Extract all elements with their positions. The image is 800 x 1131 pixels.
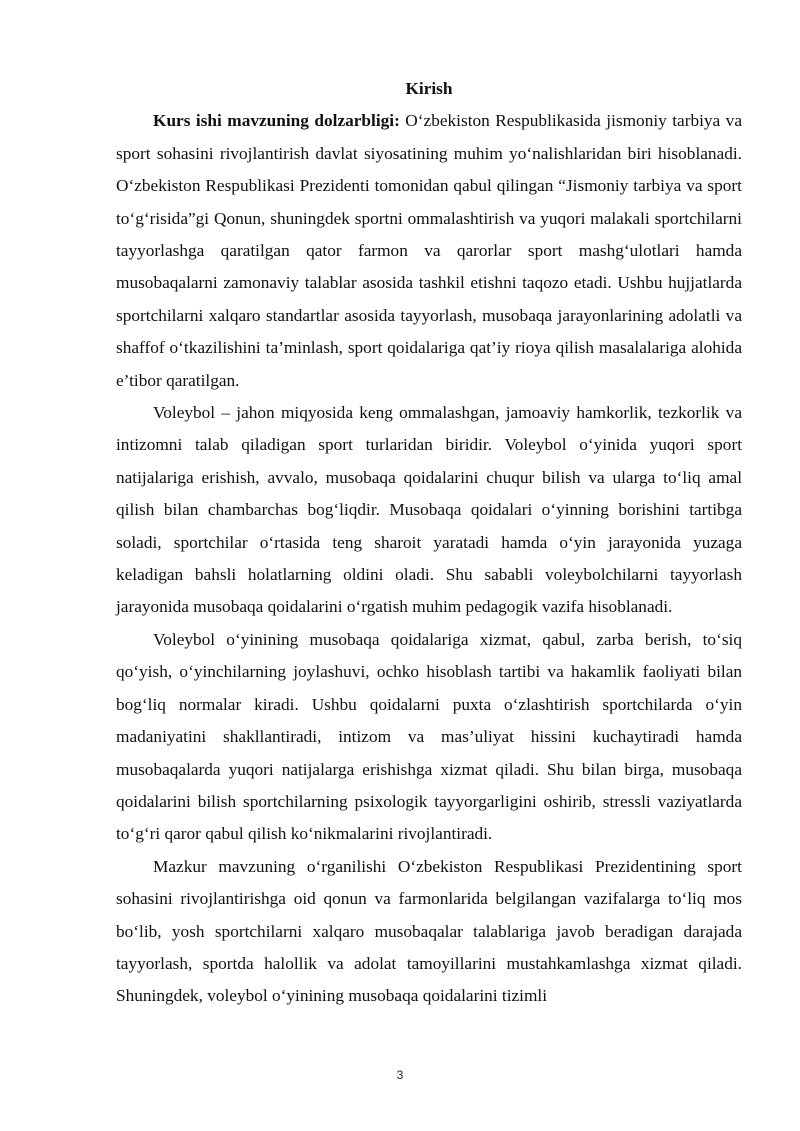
paragraph-text: Voleybol o‘yinining musobaqa qoidalariga xizmat, qabul, zarba berish, to‘siq qo‘yish, o‘yinchilarning joylashuvi, ochko hisoblash tartibi va hakamlik faoliyati bilan bog‘liq normalar kiradi. Ushbu qoidalarni puxta o‘zlashtirish sportchilarda o‘yin madaniyatini shakllantiradi, intizom va mas’uliyat hissini kuchaytiradi hamda musobaqalarda yuqori natijalarga erishishga xizmat qiladi. Shu bilan birga, musobaqa qoidalarini bilish sportchilarning psixologik tayyorgarligini oshirib, stressli vaziyatlarda to‘g‘ri qaror qabul qilish ko‘nikmalarini rivojlantiradi. (116, 629, 742, 844)
page-number: 3 (396, 1068, 404, 1082)
paragraph-text: Mazkur mavzuning o‘rganilishi O‘zbekiston Respublikasi Prezidentining sport sohasini rivojlantirishga oid qonun va farmonlarida belgilangan vazifalarga to‘liq mos bo‘lib, yosh sportchilarni xalqaro musobaqalar talablariga javob beradigan darajada tayyorlash, sportda halollik va adolat tamoyillarini mustahkamlashga xizmat qiladi. Shuningdek, voleybol o‘yinining musobaqa qoidalarini tizimli (116, 856, 742, 1006)
paragraph-text: Voleybol – jahon miqyosida keng ommalashgan, jamoaviy hamkorlik, tezkorlik va intizomni talab qiladigan sport turlaridan biridir. Voleybol o‘yinida yuqori sport natijalariga erishish, avvalo, musobaqa qoidalarini chuqur bilish va ularga to‘liq amal qilish bilan chambarchas bog‘liqdir. Musobaqa qoidalari o‘yinning borishini tartibga soladi, sportchilar o‘rtasida teng sharoit yaratadi hamda o‘yin jarayonida yuzaga keladigan bahsli holatlarning oldini oladi. Shu sababli voleybolchilarni tayyorlash jarayonida musobaqa qoidalarini o‘rgatish muhim pedagogik vazifa hisoblanadi. (116, 403, 742, 617)
paragraph-volleyball (116, 397, 742, 624)
section-title: Kirish (405, 79, 453, 98)
paragraph-text: O‘zbekiston Respublikasida jismoniy tarbiya va sport sohasini rivojlantirish davlat siyosatining muhim yo‘nalishlaridan biri hisoblanadi. O‘zbekiston Respublikasi Prezidenti tomonidan qabul qilingan “Jismoniy tarbiya va sport to‘g‘risida”gi Qonun, shuningdek sportni ommalashtirish va yuqori malakali sportchilarni tayyorlashga qaratilgan qator farmon va qarorlar sport mashg‘ulotlari hamda musobaqalarni zamonaviy talablar asosida tashkil etishni taqozo etadi. Ushbu hujjatlarda sportchilarni xalqaro standartlar asosida tayyorlash, musobaqa jarayonlarining adolatli va shaffof o‘tkazilishini ta’minlash, sport qoidalariga qat’iy rioya qilish masalalariga alohida e’tibor qaratilgan. (116, 111, 742, 390)
page-body (116, 73, 742, 1013)
paragraph-relevance (116, 105, 742, 397)
paragraph-study (116, 851, 742, 1013)
paragraph-lead: Kurs ishi mavzuning dolzarbligi: (153, 111, 400, 131)
paragraph-rules (116, 624, 742, 851)
